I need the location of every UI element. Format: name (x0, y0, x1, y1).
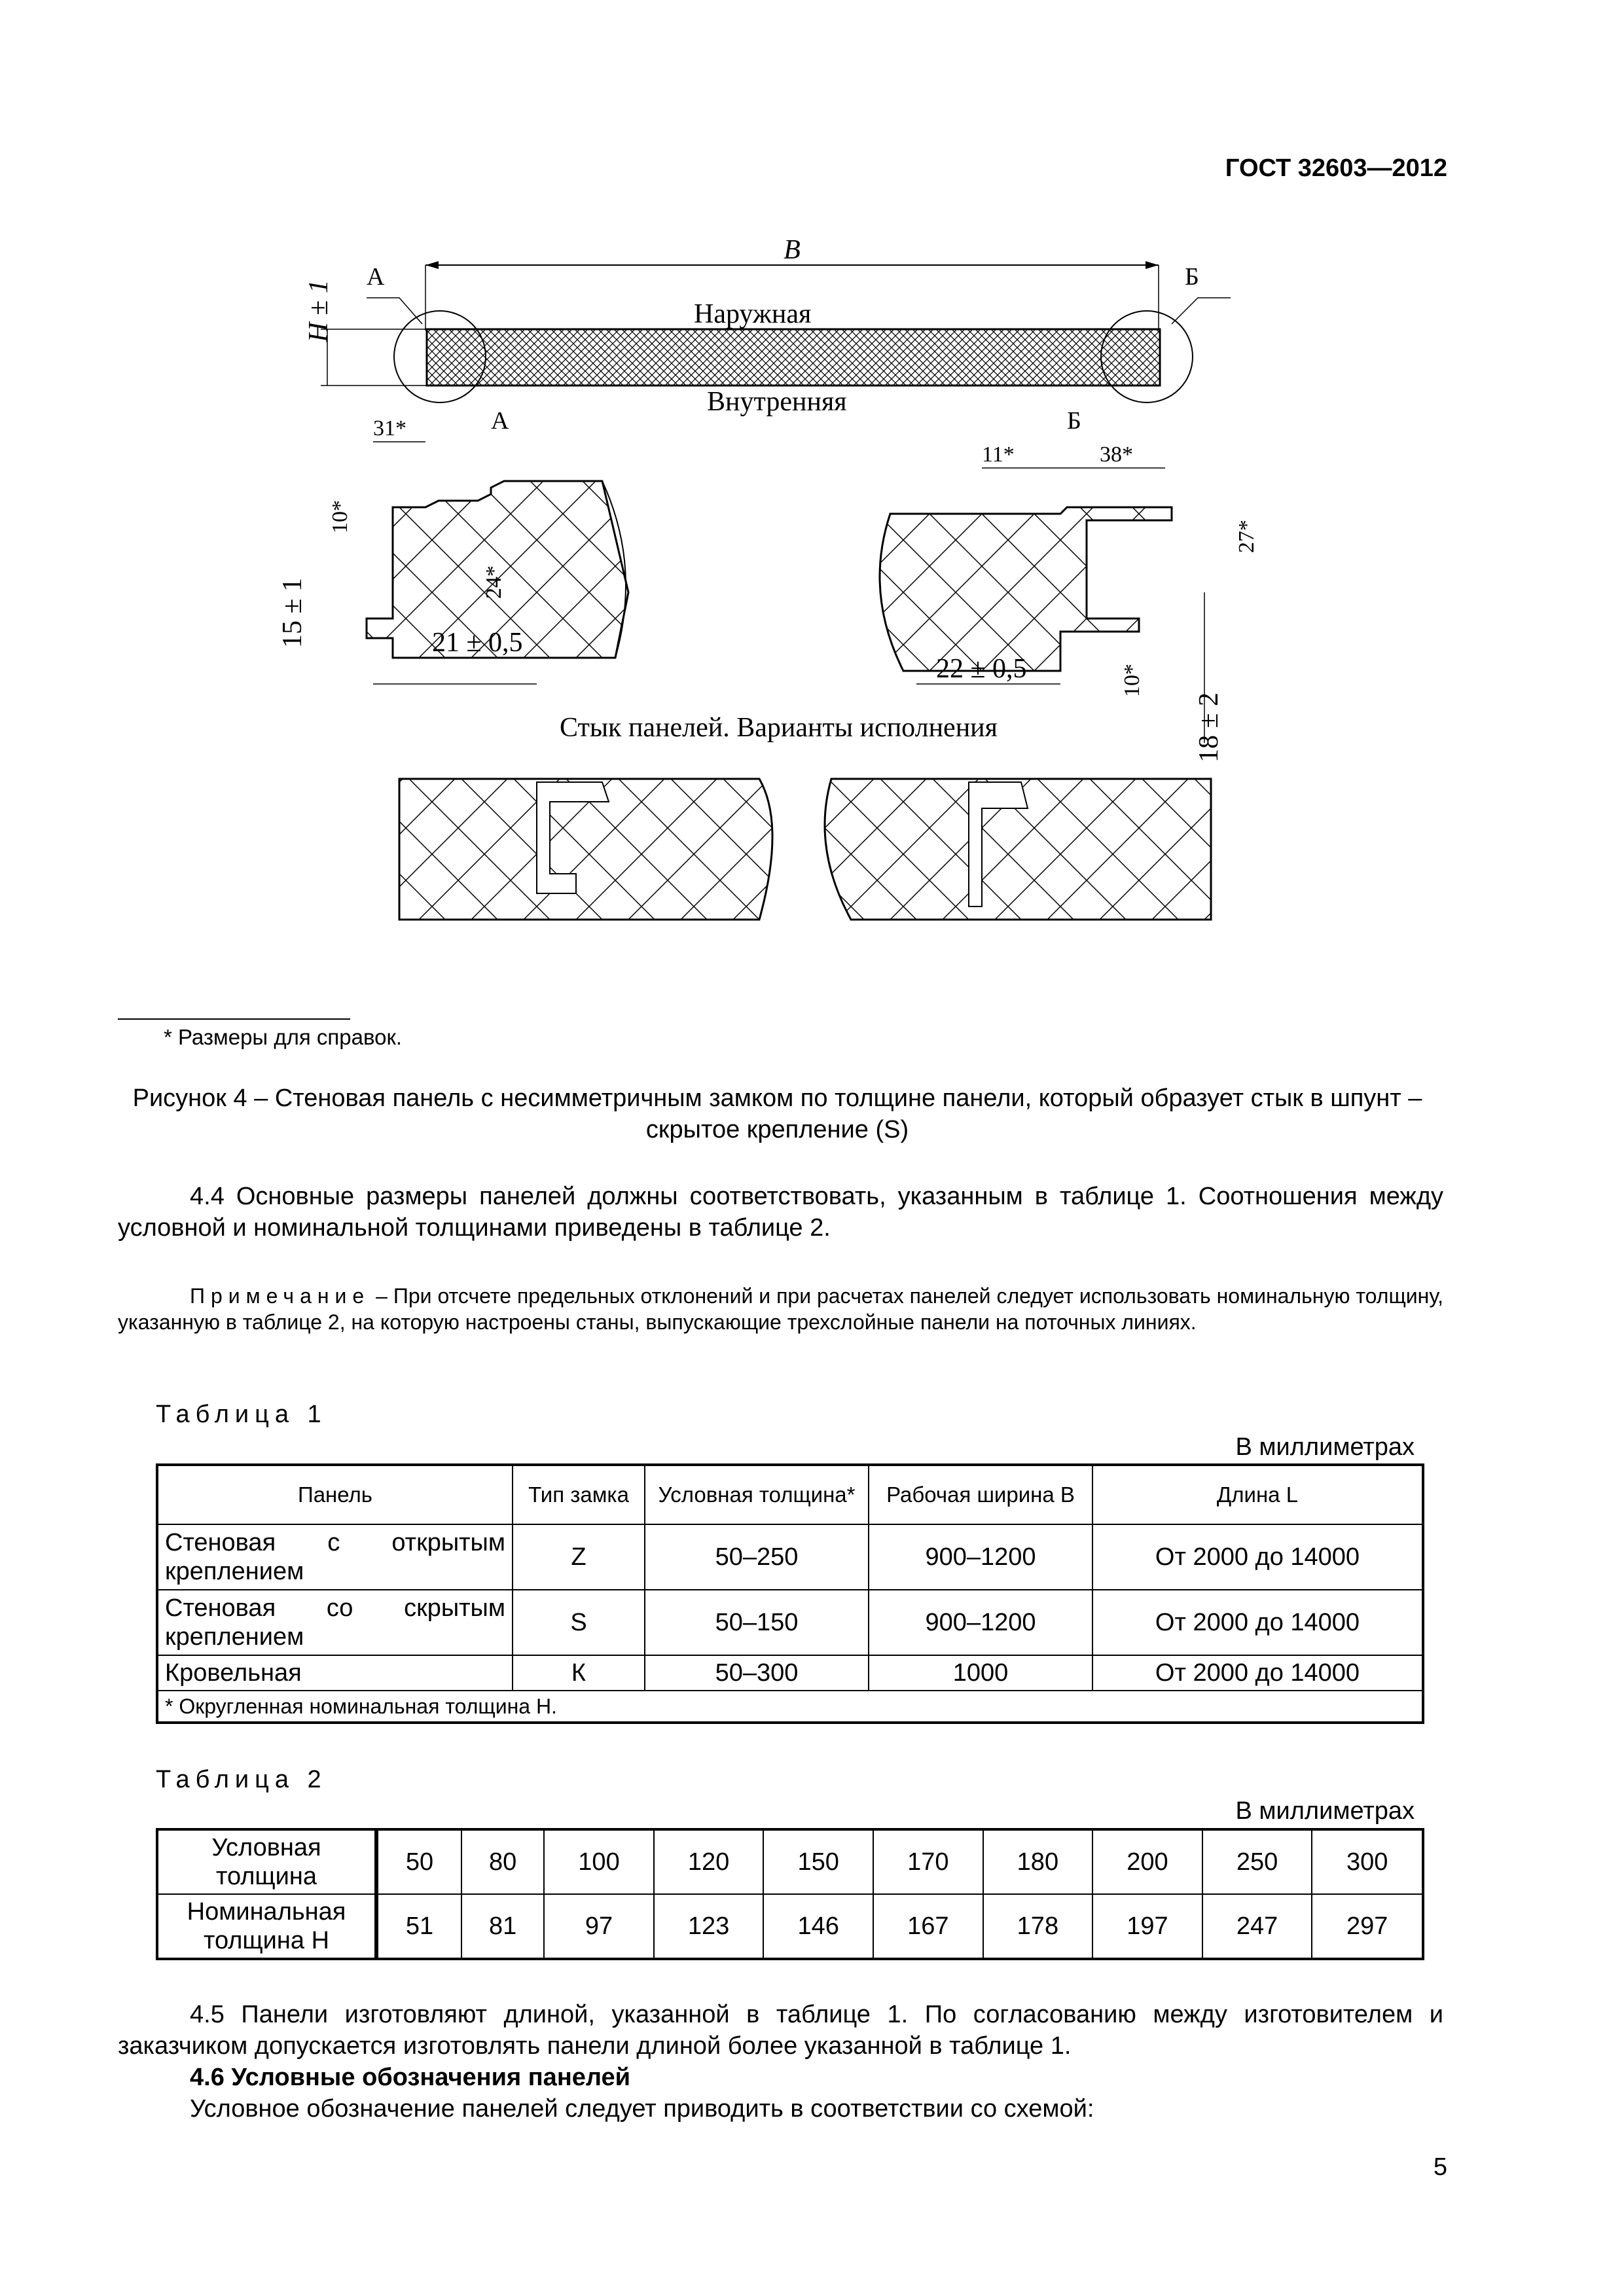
table-cell: 81 (461, 1894, 544, 1959)
table-cell: 50–250 (645, 1524, 869, 1590)
table1-label: Таблица 1 (156, 1401, 327, 1428)
table-cell: S (513, 1590, 645, 1655)
svg-text:А: А (491, 407, 509, 435)
table-cell: 180 (983, 1829, 1093, 1894)
note (118, 1283, 1443, 1335)
dim-a-21: 21 ± 0,5 (432, 628, 523, 658)
callout-a: А (367, 263, 385, 291)
table-cell: 167 (873, 1894, 983, 1959)
paragraph-4-5: 4.5 Панели изготовляют длиной, указанной в таблице 1. По согласованию между изготовителем и заказчиком допускается изготовлять панели длиной более указанной в таблице 1. (118, 2001, 1443, 2060)
table-cell: 178 (983, 1894, 1093, 1959)
table-cell: От 2000 до 14000 (1092, 1655, 1423, 1691)
table-cell: 123 (654, 1894, 764, 1959)
table-cell: 900–1200 (869, 1590, 1092, 1655)
figure-footnote: * Размеры для справок. (164, 1025, 403, 1049)
table-cell: 50–150 (645, 1590, 869, 1655)
table-cell: 50 (376, 1829, 461, 1894)
dim-b-27: 27* (1235, 520, 1259, 553)
table-cell: 146 (763, 1894, 873, 1959)
note-text: – При отсчете предельных отклонений и при расчетах панелей следует использовать номинальную толщину, указанную в таблице 2, на которую настроены станы, выпускающие трехслойные панели на поточных линиях. (118, 1284, 1443, 1334)
footnote-rule (118, 1018, 350, 1020)
paragraph-4-6: Условное обозначение панелей следует приводить в соответствии со схемой: (190, 2095, 1094, 2123)
detail-b (880, 407, 1259, 762)
row-label: Условная толщина (157, 1829, 376, 1894)
table-cell: 900–1200 (869, 1524, 1092, 1590)
table-cell: 247 (1202, 1894, 1312, 1959)
dim-b-18: 18 ± 2 (1194, 692, 1224, 762)
dim-b-10: 10* (1120, 664, 1144, 697)
inner-side-label: Внутренняя (707, 387, 847, 417)
panel-joints (399, 779, 1211, 920)
table-header-row (157, 1465, 1423, 1524)
table-row (157, 1829, 1423, 1894)
table-1 (156, 1463, 1424, 1724)
dim-a-31: 31* (373, 416, 406, 440)
svg-text:Б: Б (1067, 407, 1081, 435)
table2-label: Таблица 2 (156, 1766, 327, 1793)
table-cell: 150 (763, 1829, 873, 1894)
table-cell: От 2000 до 14000 (1092, 1590, 1423, 1655)
detail-a (278, 407, 628, 684)
dim-b-11: 11* (982, 442, 1015, 467)
outer-side-label: Наружная (694, 299, 812, 329)
table-cell: 197 (1092, 1894, 1202, 1959)
dim-b-label: B (784, 235, 801, 265)
panel-drawing (275, 226, 1296, 998)
dim-h-label: H ± 1 (304, 279, 334, 342)
header-cell: Условная толщина* (645, 1465, 869, 1524)
paragraph-4-4: 4.4 Основные размеры панелей должны соответствовать, указанным в таблице 1. Соотношения между условной и номинальной толщинами приведены в таблице 2. (118, 1183, 1443, 1242)
table-cell: 170 (873, 1829, 983, 1894)
table-cell: 297 (1312, 1894, 1423, 1959)
table-cell: Кровельная (157, 1655, 513, 1691)
table2-units: В миллиметрах (1235, 1797, 1415, 1825)
table-row (157, 1524, 1423, 1590)
table-footnote-row (157, 1691, 1423, 1723)
table-cell: От 2000 до 14000 (1092, 1524, 1423, 1590)
table-cell: 250 (1202, 1829, 1312, 1894)
table1-units: В миллиметрах (1235, 1433, 1415, 1461)
dim-a-10: 10* (328, 500, 352, 533)
table-row (157, 1894, 1423, 1959)
table-row (157, 1590, 1423, 1655)
joint-title: Стык панелей. Варианты исполнения (560, 713, 998, 743)
header-cell: Рабочая ширина B (869, 1465, 1092, 1524)
callout-b: Б (1185, 263, 1199, 291)
table-cell: 51 (376, 1894, 461, 1959)
table-cell: 50–300 (645, 1655, 869, 1691)
table-cell: Стеновая с открытым креплением (157, 1524, 513, 1590)
table-cell: 100 (544, 1829, 654, 1894)
table-cell: 80 (461, 1829, 544, 1894)
table-row (157, 1655, 1423, 1691)
header-cell: Длина L (1092, 1465, 1423, 1524)
dim-a-24: 24* (482, 565, 506, 599)
table-cell: Стеновая со скрытым креплением (157, 1590, 513, 1655)
heading-4-6: 4.6 Условные обозначения панелей (190, 2064, 631, 2091)
table-cell: Z (513, 1524, 645, 1590)
note-label: Примечание (190, 1284, 370, 1308)
dim-b-22: 22 ± 0,5 (936, 654, 1027, 684)
table-footnote: * Округленная номинальная толщина H. (157, 1691, 1423, 1723)
figure-caption: Рисунок 4 – Стеновая панель с несимметричным замком по толщине панели, который образует стык в шпунт – скрытое крепление (S) (132, 1085, 1422, 1143)
table-cell: 200 (1092, 1829, 1202, 1894)
table-cell: 120 (654, 1829, 764, 1894)
table-cell: 1000 (869, 1655, 1092, 1691)
dim-a-15: 15 ± 1 (278, 577, 308, 648)
header-cell: Панель (157, 1465, 513, 1524)
panel-overview (304, 235, 1231, 417)
table-cell: К (513, 1655, 645, 1691)
table-cell: 97 (544, 1894, 654, 1959)
header-cell: Тип замка (513, 1465, 645, 1524)
dim-b-38: 38* (1100, 442, 1133, 467)
table-cell: 300 (1312, 1829, 1423, 1894)
page-number: 5 (1433, 2153, 1447, 2181)
row-label: Номинальная толщина H (157, 1894, 376, 1959)
document-code: ГОСТ 32603—2012 (1225, 154, 1447, 182)
table-2 (156, 1828, 1424, 1960)
